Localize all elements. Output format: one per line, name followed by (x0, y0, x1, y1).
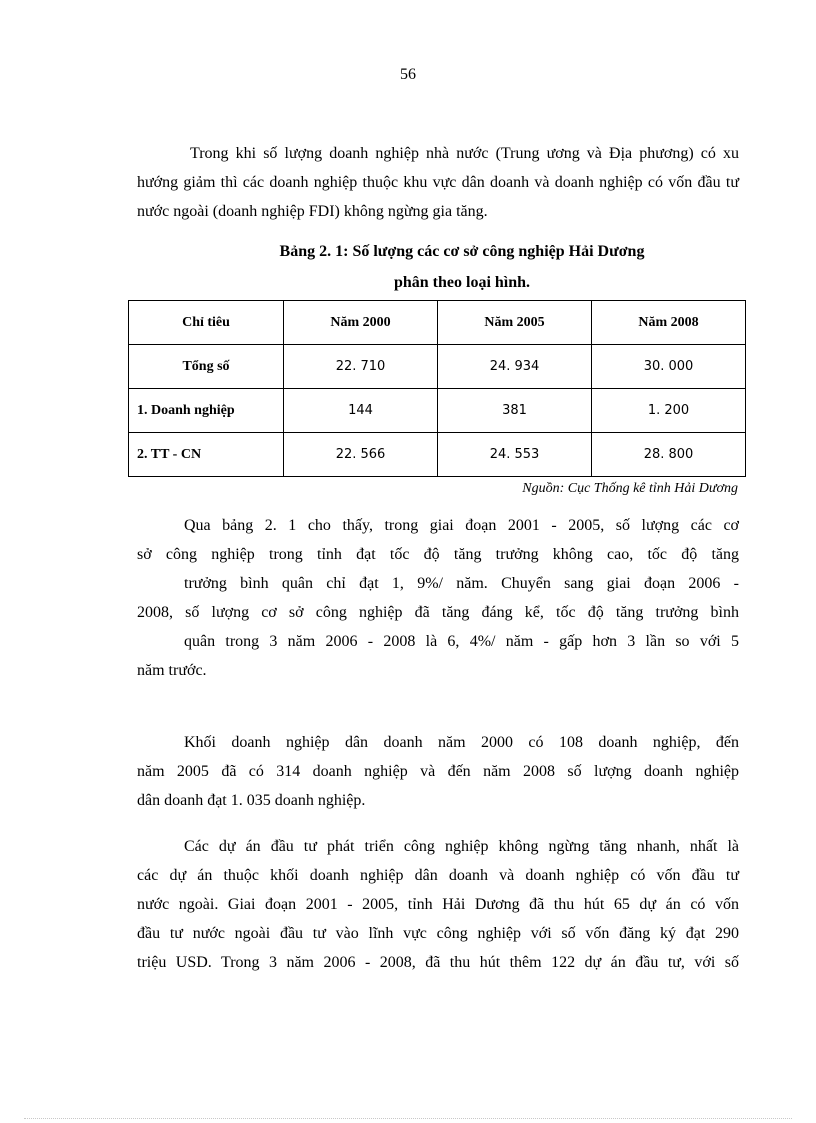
table-row-household (129, 433, 746, 477)
table-cell: 22. 566 (284, 433, 438, 477)
table-caption-title: Bảng 2. 1: Số lượng các cơ sở công nghiệp Hải Dương (279, 243, 645, 260)
table-cell: 28. 800 (592, 433, 746, 477)
table-cell: 30. 000 (592, 345, 746, 389)
table-cell: 24. 553 (438, 433, 592, 477)
text-line: đầu tư nước ngoài đầu tư vào lĩnh vực công nghiệp với số vốn đăng ký đạt 290 (137, 925, 739, 942)
text-line: 2008, số lượng cơ sở công nghiệp đã tăng đáng kể, tốc độ tăng trưởng bình (137, 604, 739, 621)
text-line: sở công nghiệp trong tỉnh đạt tốc độ tăng trưởng không cao, tốc độ tăng (137, 546, 739, 563)
private-sector-paragraph (137, 728, 739, 815)
text-line: quân trong 3 năm 2006 - 2008 là 6, 4%/ năm - gấp hơn 3 lần so với 5 (184, 633, 739, 650)
intro-paragraph: Trong khi số lượng doanh nghiệp nhà nước (Trung ương và Địa phương) có xu hướng giảm thì các doanh nghiệp thuộc khu vực dân doanh và doanh nghiệp có vốn đầu tư nước ngoài (doanh nghiệp FDI) không ngừng gia tăng. (137, 145, 739, 220)
table-caption-subtitle: phân theo loại hình. (393, 274, 531, 291)
text-line: trưởng bình quân chỉ đạt 1, 9%/ năm. Chuyển sang giai đoạn 2006 - (184, 575, 739, 592)
text-line: Khối doanh nghiệp dân doanh năm 2000 có 108 doanh nghiệp, đến (184, 734, 739, 751)
row-label-enterprises: 1. Doanh nghiệp (129, 389, 284, 433)
table-header-row (129, 301, 746, 345)
investment-paragraph (137, 832, 739, 977)
text-line: năm trước. (137, 662, 207, 679)
table-cell: 381 (438, 389, 592, 433)
text-line: nước ngoài. Giai đoạn 2001 - 2005, tỉnh Hải Dương đã thu hút 65 dự án có vốn (137, 896, 739, 913)
header-indicator: Chỉ tiêu (129, 301, 284, 345)
table-row-enterprises (129, 389, 746, 433)
text-line: năm 2005 đã có 314 doanh nghiệp và đến năm 2008 số lượng doanh nghiệp (137, 763, 739, 780)
row-label-total: Tổng số (129, 345, 284, 389)
table-cell: 24. 934 (438, 345, 592, 389)
page-bottom-divider (24, 1118, 792, 1119)
text-line: dân doanh đạt 1. 035 doanh nghiệp. (137, 792, 366, 809)
text-line: Các dự án đầu tư phát triển công nghiệp không ngừng tăng nhanh, nhất là (184, 838, 739, 855)
text-line: Qua bảng 2. 1 cho thấy, trong giai đoạn 2001 - 2005, số lượng các cơ (184, 517, 739, 534)
row-label-household: 2. TT - CN (129, 433, 284, 477)
text-line: các dự án thuộc khối doanh nghiệp dân doanh và doanh nghiệp có vốn đầu tư (137, 867, 739, 884)
header-year-2000: Năm 2000 (284, 301, 438, 345)
analysis-paragraph (137, 511, 739, 685)
table-cell: 144 (284, 389, 438, 433)
table-cell: 1. 200 (592, 389, 746, 433)
table-row-total (129, 345, 746, 389)
text-line: triệu USD. Trong 3 năm 2006 - 2008, đã thu hút thêm 122 dự án đầu tư, với số (137, 954, 739, 971)
page-number: 56 (400, 66, 416, 83)
header-year-2008: Năm 2008 (592, 301, 746, 345)
table-cell: 22. 710 (284, 345, 438, 389)
header-year-2005: Năm 2005 (438, 301, 592, 345)
table-source-note: Nguồn: Cục Thống kê tỉnh Hải Dương (522, 481, 738, 496)
industrial-units-table (128, 300, 746, 477)
